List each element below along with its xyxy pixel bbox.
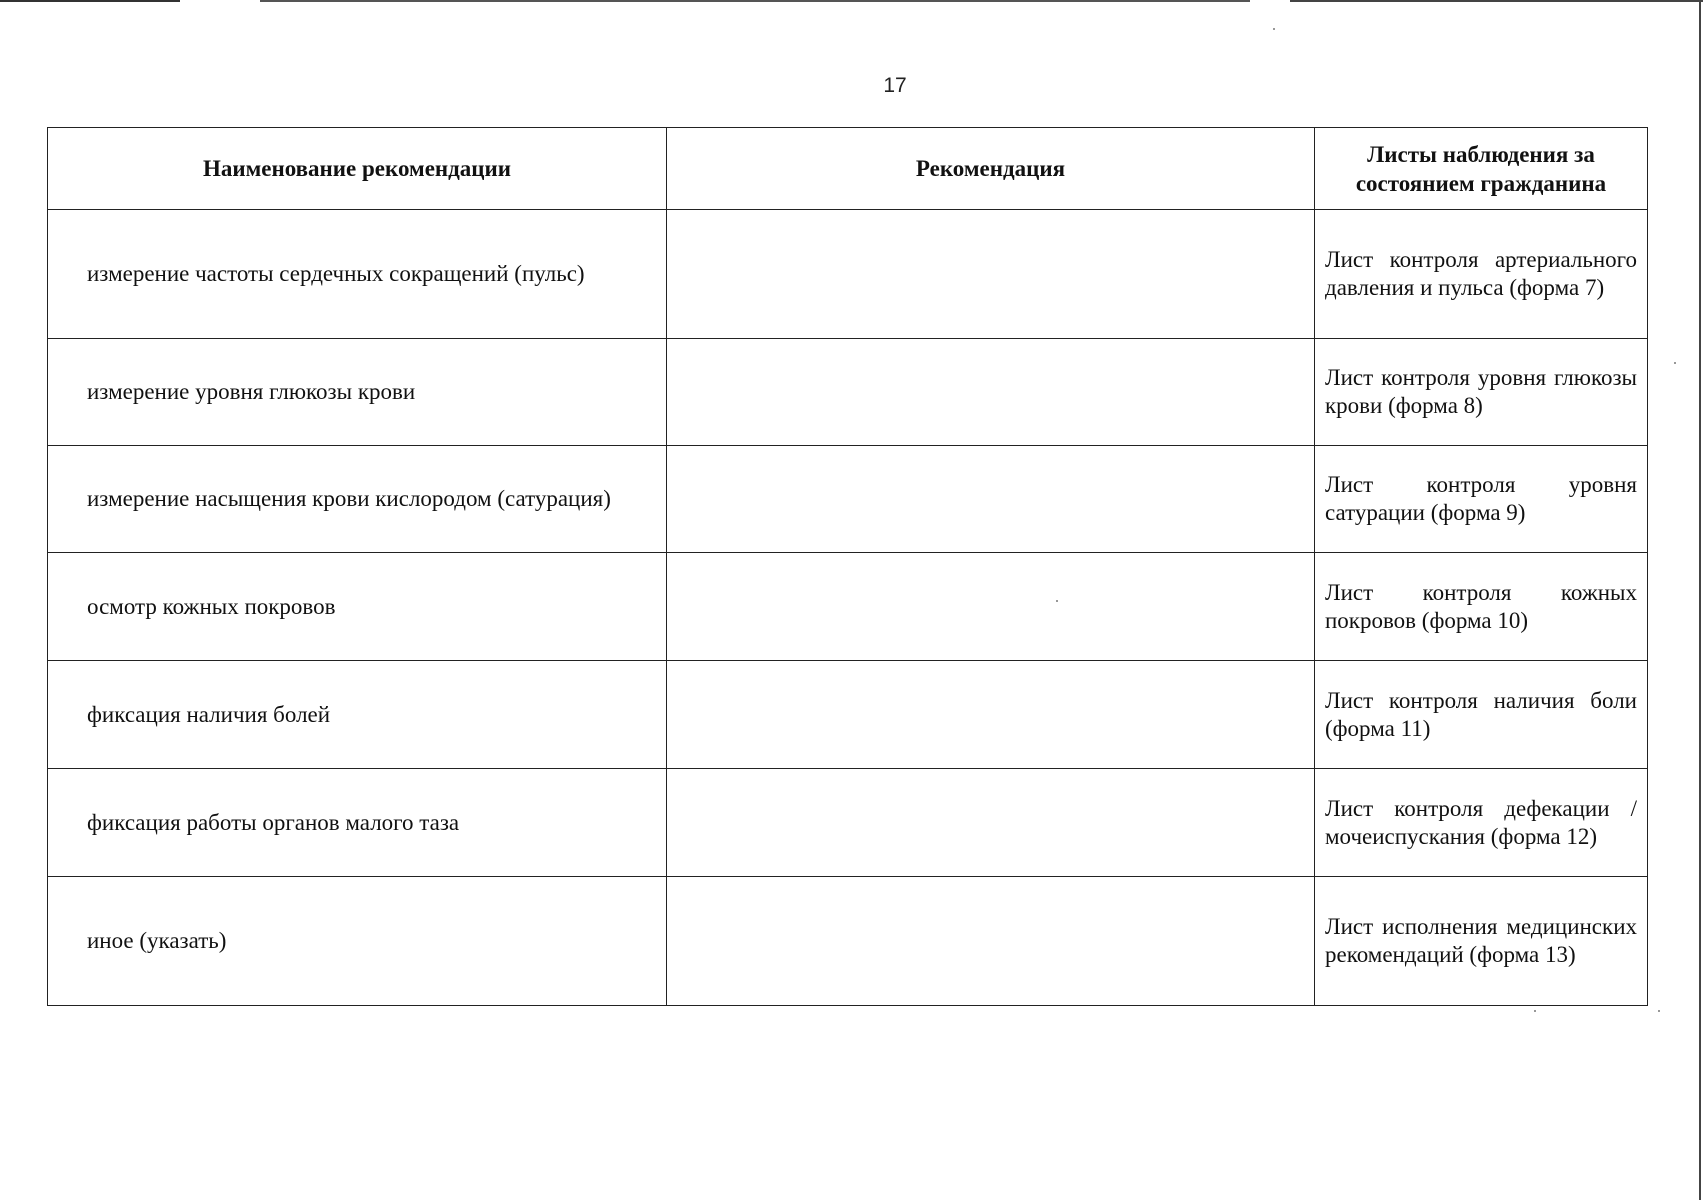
row-name: измерение уровня глюкозы крови bbox=[48, 339, 667, 446]
scan-top-edge bbox=[0, 0, 1703, 2]
row-recommendation[interactable] bbox=[667, 210, 1315, 339]
page-number: 17 bbox=[883, 74, 907, 97]
table-row bbox=[48, 553, 1648, 661]
row-name: измерение насыщения крови кислородом (сатурация) bbox=[48, 446, 667, 553]
header-name: Наименование рекомендации bbox=[48, 128, 667, 210]
scan-speck bbox=[1056, 600, 1058, 602]
table-row bbox=[48, 339, 1648, 446]
scan-right-edge bbox=[1699, 0, 1701, 1200]
row-recommendation[interactable] bbox=[667, 877, 1315, 1006]
table-header-row bbox=[48, 128, 1648, 210]
header-recommendation: Рекомендация bbox=[667, 128, 1315, 210]
row-name: осмотр кожных покровов bbox=[48, 553, 667, 661]
row-sheet: Лист контроля уровня глюкозы крови (форма 8) bbox=[1315, 339, 1648, 446]
row-sheet: Лист контроля кожных покровов (форма 10) bbox=[1315, 553, 1648, 661]
scan-speck bbox=[1674, 362, 1676, 364]
row-name: фиксация работы органов малого таза bbox=[48, 769, 667, 877]
row-recommendation[interactable] bbox=[667, 553, 1315, 661]
table-row bbox=[48, 210, 1648, 339]
table-row bbox=[48, 877, 1648, 1006]
row-recommendation[interactable] bbox=[667, 769, 1315, 877]
row-sheet: Лист контроля наличия боли (форма 11) bbox=[1315, 661, 1648, 769]
row-sheet: Лист контроля дефекации / мочеиспускания (форма 12) bbox=[1315, 769, 1648, 877]
row-recommendation[interactable] bbox=[667, 446, 1315, 553]
row-recommendation[interactable] bbox=[667, 339, 1315, 446]
row-sheet: Лист исполнения медицинских рекомендаций (форма 13) bbox=[1315, 877, 1648, 1006]
scan-speck bbox=[1658, 1010, 1660, 1012]
row-name: иное (указать) bbox=[48, 877, 667, 1006]
row-sheet: Лист контроля артериального давления и пульса (форма 7) bbox=[1315, 210, 1648, 339]
row-sheet: Лист контроля уровня сатурации (форма 9) bbox=[1315, 446, 1648, 553]
table-row bbox=[48, 446, 1648, 553]
table-row bbox=[48, 661, 1648, 769]
scan-speck bbox=[1534, 1010, 1536, 1012]
header-sheets: Листы наблюдения за состоянием гражданина bbox=[1315, 128, 1648, 210]
row-name: измерение частоты сердечных сокращений (пульс) bbox=[48, 210, 667, 339]
recommendations-table bbox=[47, 127, 1648, 1006]
row-recommendation[interactable] bbox=[667, 661, 1315, 769]
row-name: фиксация наличия болей bbox=[48, 661, 667, 769]
table-row bbox=[48, 769, 1648, 877]
scan-speck bbox=[1273, 28, 1275, 30]
